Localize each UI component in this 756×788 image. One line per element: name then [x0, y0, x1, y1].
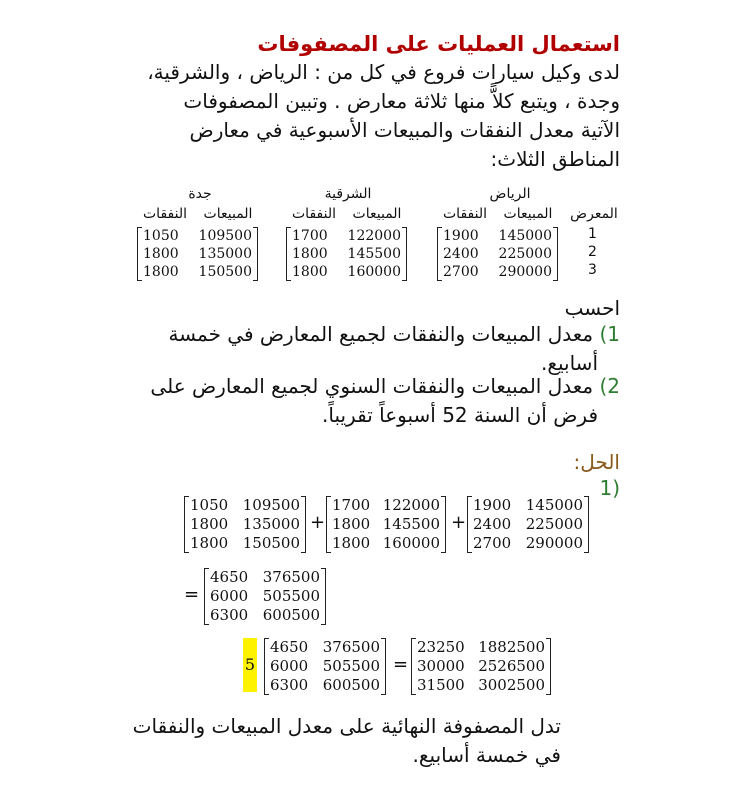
equals-sign: =	[393, 654, 409, 675]
matrix-cell: 1882500	[478, 638, 545, 656]
intro-line: الآتية معدل النفقات والمبيعات الأسبوعية في معارض	[189, 118, 620, 142]
intro-paragraph	[120, 58, 620, 174]
expenses-header: النفقات	[443, 206, 487, 222]
matrix-cell: 1800	[292, 264, 328, 280]
conclusion-line: في خمسة أسابيع.	[412, 743, 561, 767]
question-text: معدل المبيعات والنفقات لجميع المعارض في خمسة	[168, 322, 594, 346]
matrix-cell: 2700	[473, 534, 512, 552]
matrix-jeddah	[137, 227, 258, 281]
matrix-cell: 122000	[347, 228, 401, 244]
matrix-cell: 145500	[382, 515, 440, 533]
scalar-input-matrix	[264, 638, 386, 695]
matrix-cell: 1900	[443, 228, 479, 244]
showroom-header: المعرض	[570, 206, 618, 222]
question-number: 2)	[599, 374, 620, 398]
matrix-cell: 290000	[525, 534, 583, 552]
solution-number: 1)	[599, 476, 620, 500]
question-text-cont: أسابيع.	[540, 351, 598, 375]
sales-header: المبيعات	[203, 206, 253, 222]
matrix-eastern	[286, 227, 407, 281]
matrix-cell: 1800	[143, 264, 179, 280]
sum-matrix-riyadh	[467, 496, 589, 553]
matrix-cell: 3002500	[478, 676, 545, 694]
row-number: 2	[588, 244, 597, 260]
matrix-cell: 23250	[417, 638, 465, 656]
matrix-cell: 135000	[242, 515, 300, 533]
matrix-cell: 6000	[270, 657, 309, 675]
region-name-eastern: الشرقية	[324, 186, 372, 202]
sales-header: المبيعات	[352, 206, 402, 222]
matrix-cell: 1700	[332, 496, 371, 514]
matrix-cell: 600500	[262, 606, 320, 624]
matrix-cell: 135000	[198, 246, 252, 262]
matrix-cell: 145000	[498, 228, 552, 244]
matrix-cell: 1050	[143, 228, 179, 244]
question-text: معدل المبيعات والنفقات السنوي لجميع المعارض على	[150, 374, 594, 398]
sales-header: المبيعات	[503, 206, 553, 222]
matrix-cell: 2526500	[478, 657, 545, 675]
matrix-cell: 505500	[322, 657, 380, 675]
matrix-cell: 600500	[322, 676, 380, 694]
equals-sign: =	[184, 584, 200, 605]
matrix-cell: 1800	[190, 534, 229, 552]
matrix-cell: 1800	[332, 515, 371, 533]
plus-sign: +	[310, 512, 326, 533]
matrix-cell: 30000	[417, 657, 465, 675]
compute-label: احسب	[564, 296, 620, 320]
question-1	[120, 320, 620, 378]
matrix-cell: 4650	[210, 568, 249, 586]
sum-result-matrix	[204, 568, 326, 625]
matrix-cell: 145500	[347, 246, 401, 262]
expenses-header: النفقات	[143, 206, 187, 222]
solution-label: الحل:	[573, 450, 620, 474]
sum-matrix-jeddah	[184, 496, 306, 553]
matrix-cell: 150500	[242, 534, 300, 552]
scalar-result-matrix	[411, 638, 551, 695]
matrix-cell: 1800	[143, 246, 179, 262]
matrix-cell: 376500	[322, 638, 380, 656]
conclusion	[61, 712, 561, 770]
sum-matrix-eastern	[326, 496, 446, 553]
matrix-cell: 109500	[242, 496, 300, 514]
matrix-cell: 505500	[262, 587, 320, 605]
matrix-cell: 145000	[525, 496, 583, 514]
matrix-cell: 225000	[525, 515, 583, 533]
matrix-cell: 6000	[210, 587, 249, 605]
matrix-riyadh	[437, 227, 558, 281]
matrix-cell: 122000	[382, 496, 440, 514]
scalar-factor: 5	[243, 638, 257, 692]
matrix-cell: 109500	[198, 228, 252, 244]
plus-sign: +	[451, 512, 467, 533]
matrix-cell: 2400	[443, 246, 479, 262]
matrix-cell: 160000	[382, 534, 440, 552]
matrix-cell: 376500	[262, 568, 320, 586]
region-name-jeddah: جدة	[188, 186, 212, 202]
conclusion-line: تدل المصفوفة النهائية على معدل المبيعات والنفقات	[132, 714, 561, 738]
matrix-cell: 4650	[270, 638, 309, 656]
matrix-cell: 31500	[417, 676, 465, 694]
matrix-cell: 150500	[198, 264, 252, 280]
matrix-cell: 6300	[210, 606, 249, 624]
matrix-cell: 290000	[498, 264, 552, 280]
question-text-cont: فرض أن السنة 52 أسبوعاً تقريباً.	[322, 403, 598, 427]
matrix-cell: 6300	[270, 676, 309, 694]
matrix-cell: 1900	[473, 496, 512, 514]
matrix-cell: 2400	[473, 515, 512, 533]
page-title: استعمال العمليات على المصفوفات	[257, 32, 620, 56]
question-2	[120, 372, 620, 430]
matrix-cell: 160000	[347, 264, 401, 280]
row-number: 3	[588, 262, 597, 278]
intro-line: لدى وكيل سيارات فروع في كل من : الرياض ، والشرقية،	[147, 60, 620, 84]
matrix-cell: 2700	[443, 264, 479, 280]
question-number: 1)	[599, 322, 620, 346]
intro-line: وجدة ، ويتبع كلاًّ منها ثلاثة معارض . وتبين المصفوفات	[183, 89, 620, 113]
intro-line: المناطق الثلاث:	[490, 147, 620, 171]
matrix-cell: 1800	[332, 534, 371, 552]
matrix-cell: 1050	[190, 496, 229, 514]
matrix-cell: 1800	[190, 515, 229, 533]
matrix-cell: 1800	[292, 246, 328, 262]
matrix-cell: 225000	[498, 246, 552, 262]
row-number: 1	[588, 226, 597, 242]
expenses-header: النفقات	[292, 206, 336, 222]
matrix-cell: 1700	[292, 228, 328, 244]
region-name-riyadh: الرياض	[489, 186, 531, 202]
